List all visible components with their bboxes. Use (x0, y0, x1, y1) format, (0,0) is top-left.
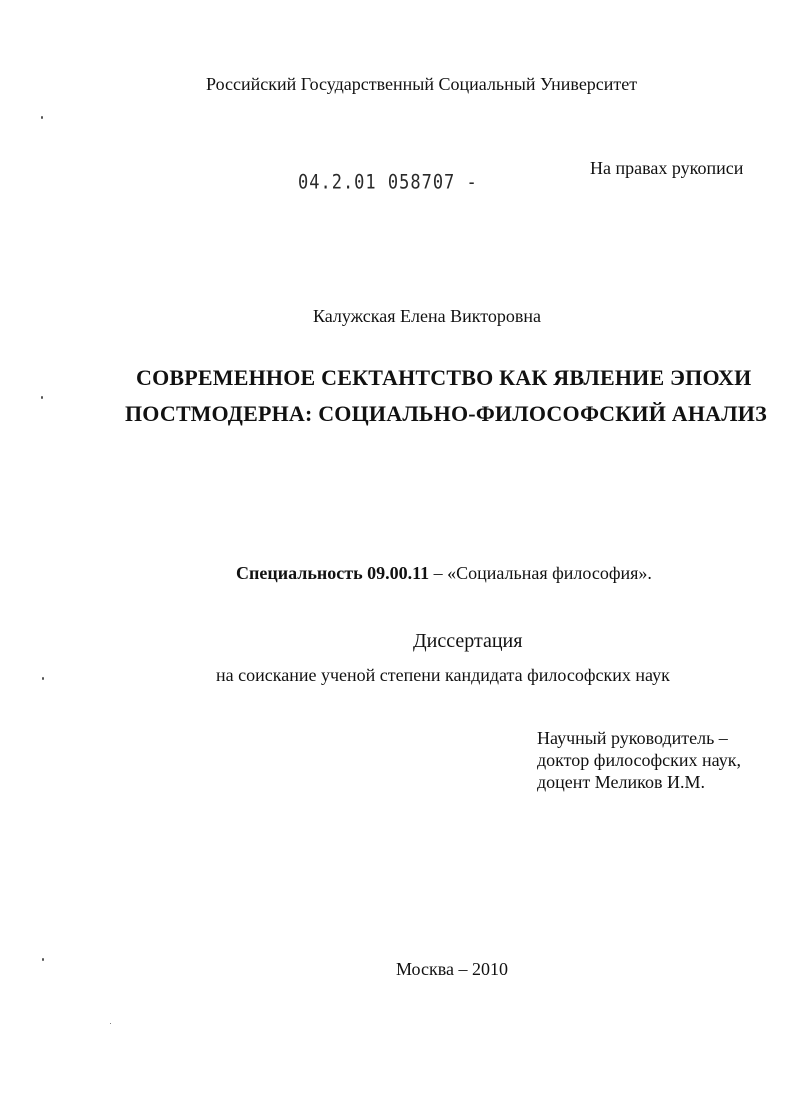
dissertation-title-line-2: ПОСТМОДЕРНА: СОЦИАЛЬНО-ФИЛОСОФСКИЙ АНАЛИЗ (125, 401, 767, 426)
university-name: Российский Государственный Социальный Университет (206, 74, 638, 94)
supervisor-block (537, 727, 741, 793)
author-name: Калужская Елена Викторовна (313, 306, 541, 326)
catalog-stamp: 04.2.01 058707 - (298, 171, 478, 195)
dissertation-label: Диссертация (413, 630, 523, 652)
supervisor-line-3: доцент Меликов И.М. (537, 772, 705, 792)
supervisor-line-2: доктор философских наук, (537, 750, 741, 770)
dissertation-title-line-1: СОВРЕМЕННОЕ СЕКТАНТСТВО КАК ЯВЛЕНИЕ ЭПОХИ (136, 365, 752, 390)
specialty-separator: – (429, 563, 448, 583)
scan-speck (42, 677, 44, 680)
specialty-name: «Социальная философия». (447, 563, 652, 583)
scan-speck (41, 116, 43, 119)
supervisor-line-1: Научный руководитель – (537, 728, 728, 748)
manuscript-rights-note: На правах рукописи (590, 158, 744, 178)
degree-line: на соискание ученой степени кандидата философских наук (216, 665, 670, 685)
scan-speck (42, 958, 44, 961)
city-year: Москва – 2010 (396, 959, 508, 979)
specialty-code: Специальность 09.00.11 (236, 563, 430, 583)
scan-speck (41, 396, 43, 399)
scan-speck (110, 1023, 111, 1024)
specialty-line (236, 562, 652, 584)
